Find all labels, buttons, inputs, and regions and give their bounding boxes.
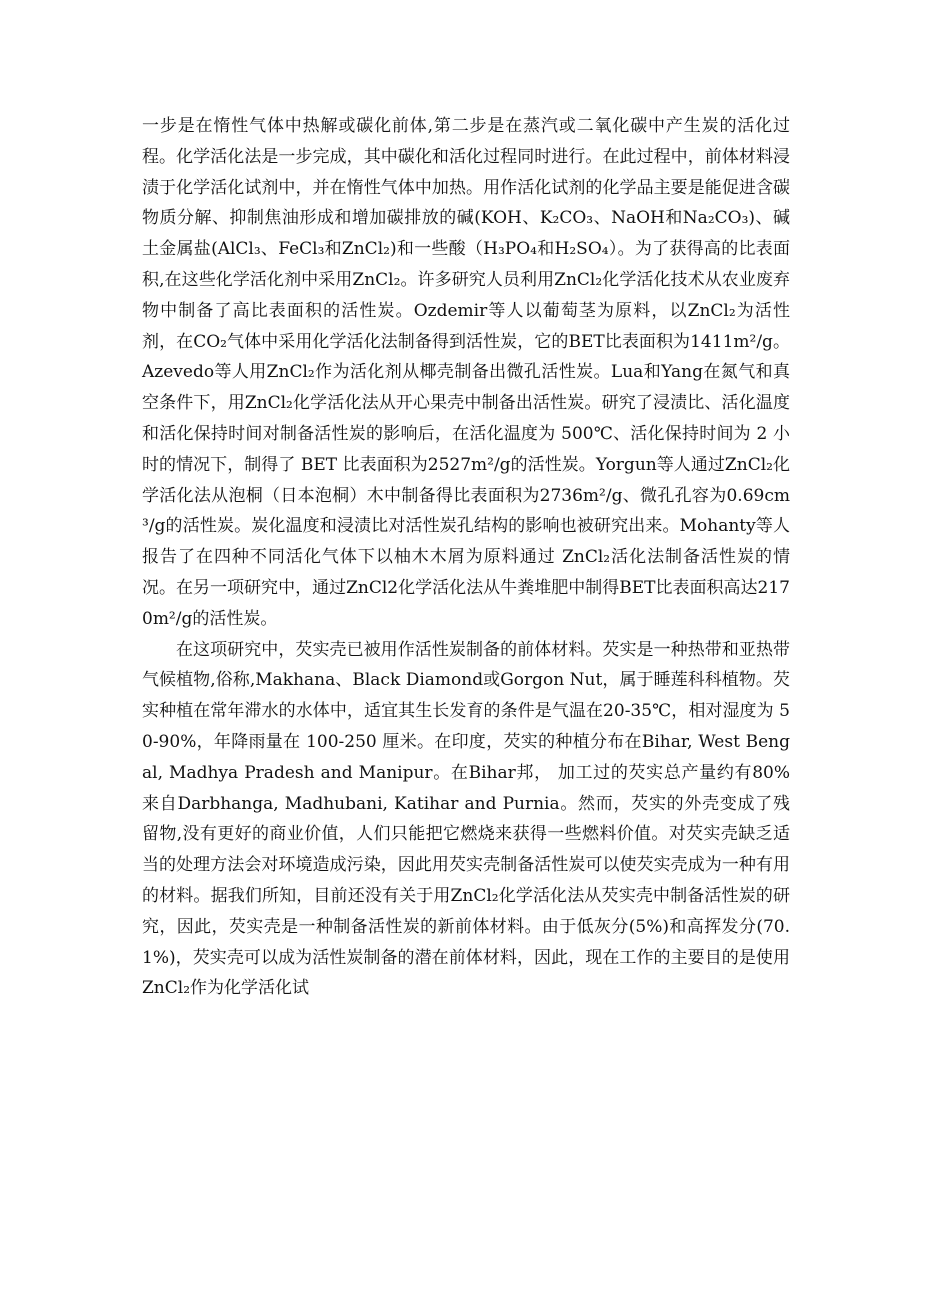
document-body [142,111,790,1004]
paragraph-activation-methods: 一步是在惰性气体中热解或碳化前体,第二步是在蒸汽或二氧化碳中产生炭的活化过程。化学活化法是一步完成，其中碳化和活化过程同时进行。在此过程中，前体材料浸渍于化学活化试剂中，并在惰性气体中加热。用作活化试剂的化学品主要是能促进含碳物质分解、抑制焦油形成和增加碳排放的碱(KOH、K₂CO₃、NaOH和Na₂CO₃)、碱土金属盐(AlCl₃、FeCl₃和ZnCl₂)和一些酸（H₃PO₄和H₂SO₄）。为了获得高的比表面积,在这些化学活化剂中采用ZnCl₂。许多研究人员利用ZnCl₂化学活化技术从农业废弃物中制备了高比表面积的活性炭。Ozdemir等人以葡萄茎为原料，以ZnCl₂为活性剂，在CO₂气体中采用化学活化法制备得到活性炭，它的BET比表面积为1411m²/g。Azevedo等人用ZnCl₂作为活化剂从椰壳制备出微孔活性炭。Lua和Yang在氮气和真空条件下，用ZnCl₂化学活化法从开心果壳中制备出活性炭。研究了浸渍比、活化温度和活化保持时间对制备活性炭的影响后，在活化温度为 500℃、活化保持时间为 2 小时的情况下，制得了 BET 比表面积为2527m²/g的活性炭。Yorgun等人通过ZnCl₂化学活化法从泡桐（日本泡桐）木中制备得比表面积为2736m²/g、微孔孔容为0.69cm³/g的活性炭。炭化温度和浸渍比对活性炭孔结构的影响也被研究出来。Mohanty等人报告了在四种不同活化气体下以柚木木屑为原料通过 ZnCl₂活化法制备活性炭的情况。在另一项研究中，通过ZnCl2化学活化法从牛粪堆肥中制得BET比表面积高达2170m²/g的活性炭。 [142,116,790,629]
paragraph-gorgon-nut-study: 在这项研究中，芡实壳已被用作活性炭制备的前体材料。芡实是一种热带和亚热带气候植物,俗称,Makhana、Black Diamond或Gorgon Nut，属于睡莲科科植物。芡实种植在常年滞水的水体中，适宜其生长发育的条件是气温在20-35℃，相对湿度为 50-90%，年降雨量在 100-250 厘米。在印度，芡实的种植分布在Bihar, West Bengal, Madhya Pradesh and Manipur。在Bihar邦， 加工过的芡实总产量约有80%来自Darbhanga, Madhubani, Katihar and Purnia。然而，芡实的外壳变成了残留物,没有更好的商业价值，人们只能把它燃烧来获得一些燃料价值。对芡实壳缺乏适当的处理方法会对环境造成污染，因此用芡实壳制备活性炭可以使芡实壳成为一种有用的材料。据我们所知，目前还没有关于用ZnCl₂化学活化法从芡实壳中制备活性炭的研究，因此，芡实壳是一种制备活性炭的新前体材料。由于低灰分(5%)和高挥发分(70.1%)，芡实壳可以成为活性炭制备的潜在前体材料，因此，现在工作的主要目的是使用ZnCl₂作为化学活化试 [142,639,790,999]
